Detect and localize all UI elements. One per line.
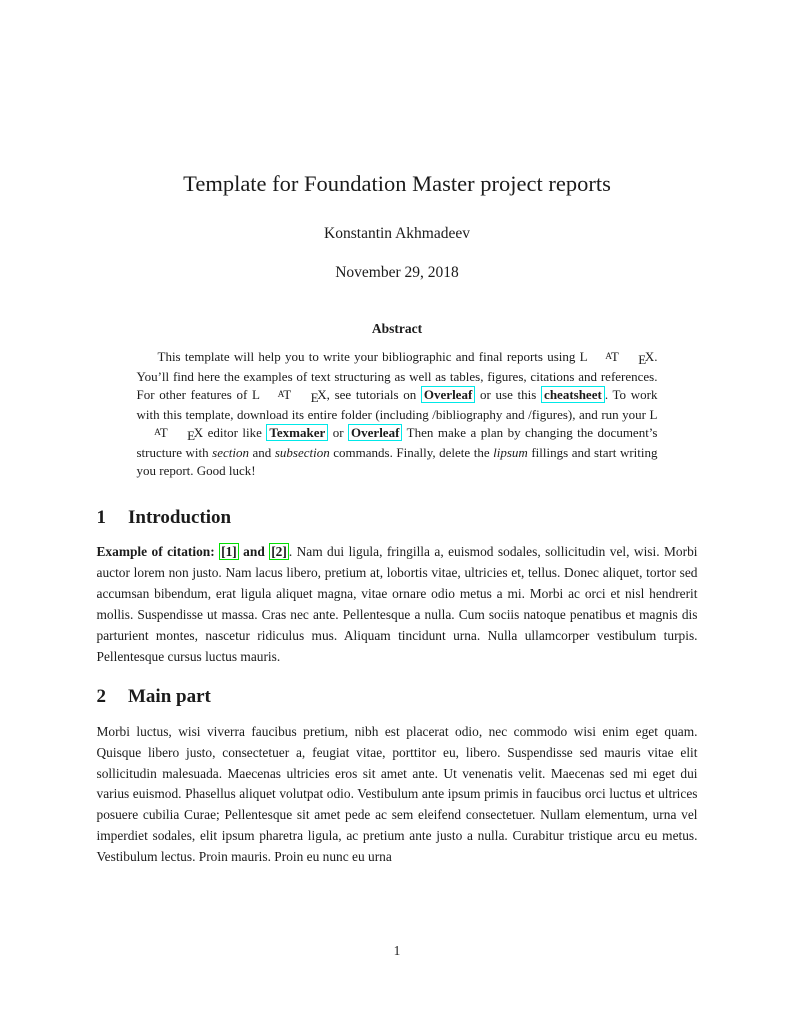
bold-text-segment: and bbox=[238, 544, 270, 560]
text-segment: Morbi luctus, wisi viverra faucibus pretium, nibh est placerat odio, nec commodo wisi enim eget quam. Quisque libero justo, consectetuer a, feugiat vitae, porttitor eu, libero. Suspendisse sed mauris vitae elit sollicitudin malesuada. Maecenas ultricies eros sit amet ante. Ut venenatis velit. Maecenas sed mi eget dui varius euismod. Phasellus aliquet volutpat odio. Vestibulum ante ipsum primis in faucibus orci luctus et ultrices posuere cubilia Curae; Pellentesque sit amet pede ac sem eleifend consectetuer. Nullam elementum, urna vel imperdiet sodales, elit ipsum pharetra ligula, ac pretium ante justo a nulla. Curabitur tristique arcu eu metus. Vestibulum lectus. Proin mauris. Proin eu nunc eu urna bbox=[96, 723, 698, 865]
latex-logo-letter: A bbox=[277, 389, 285, 400]
section-2-number: 2 bbox=[96, 685, 106, 707]
section-2-title: Main part bbox=[128, 685, 211, 707]
latex-logo-letter: L bbox=[649, 407, 658, 423]
texmaker-link[interactable]: Texmaker bbox=[266, 424, 328, 441]
italic-text-segment: lipsum bbox=[493, 445, 528, 461]
bold-text-segment: Example of citation: bbox=[96, 544, 220, 560]
latex-logo-letter: X bbox=[317, 386, 327, 402]
section-1-heading bbox=[97, 506, 698, 530]
latex-logo-letter: X bbox=[644, 349, 655, 364]
date: November 29, 2018 bbox=[335, 264, 459, 281]
section-1-number: 1 bbox=[96, 507, 106, 529]
latex-logo-letter: A bbox=[605, 351, 612, 362]
abstract-heading: Abstract bbox=[371, 321, 423, 336]
text-segment: fillings and start writing you report. Good luck! bbox=[136, 445, 658, 478]
latex-logo-letter: L bbox=[579, 349, 588, 364]
citation-2-link[interactable]: [2] bbox=[271, 544, 287, 560]
latex-logo bbox=[579, 349, 655, 367]
author: Konstantin Akhmadeev bbox=[324, 225, 470, 242]
abstract-text bbox=[137, 348, 658, 479]
page-title: Template for Foundation Master project reports bbox=[183, 171, 611, 196]
italic-text-segment: section bbox=[212, 445, 249, 461]
text-segment: . To work with this template, download its entire folder (including /bibliography and /figures), and run your bbox=[136, 386, 658, 423]
overleaf-link[interactable]: Overleaf bbox=[421, 386, 475, 403]
text-segment: . You’ll find here the examples of text structuring as well as tables, figures, citations and references. For other features of bbox=[136, 349, 658, 402]
latex-logo-letter: E bbox=[187, 427, 196, 443]
overleaf-link[interactable]: Overleaf bbox=[348, 424, 402, 441]
text-segment: commands. Finally, delete the bbox=[329, 445, 494, 461]
latex-logo-letter: T bbox=[159, 424, 168, 440]
italic-text-segment: subsection bbox=[274, 445, 330, 461]
latex-logo-letter: E bbox=[310, 389, 319, 405]
latex-logo bbox=[252, 386, 327, 405]
citation-1-link[interactable]: [1] bbox=[221, 544, 237, 560]
section-1-title: Introduction bbox=[128, 507, 232, 529]
latex-logo-letter: L bbox=[252, 386, 260, 402]
section-1-paragraph bbox=[97, 542, 698, 667]
section-2-heading bbox=[97, 685, 698, 709]
cheatsheet-link[interactable]: cheatsheet bbox=[541, 386, 605, 403]
body-column bbox=[97, 506, 698, 868]
latex-logo-letter: A bbox=[154, 427, 161, 438]
text-segment: . Nam dui ligula, fringilla a, euismod sodales, sollicitudin vel, wisi. Morbi auctor lorem non justo. Nam lacus libero, pretium at, lobortis vitae, ultricies et, tellus. Donec aliquet, tortor sed accumsan bibendum, erat ligula aliquet magna, vitae ornare odio metus a mi. Morbi ac orci et nisl hendrerit mollis. Suspendisse ut massa. Cras nec ante. Pellentesque a nulla. Cum sociis natoque penatibus et magnis dis parturient montes, nascetur ridiculus mus. Aliquam tincidunt urna. Nulla ullamcorper vestibulum turpis. Pellentesque cursus luctus mauris. bbox=[96, 544, 698, 664]
text-segment: or bbox=[328, 424, 349, 440]
latex-logo-letter: T bbox=[283, 386, 292, 402]
latex-logo-letter: X bbox=[193, 424, 204, 440]
section-2-paragraph bbox=[97, 722, 698, 868]
text-segment: or use this bbox=[475, 386, 542, 402]
text-segment: and bbox=[249, 445, 275, 461]
text-segment: Then make a plan by changing the document’s structure with bbox=[136, 424, 658, 461]
latex-logo-letter: T bbox=[610, 349, 619, 364]
page-number: 1 bbox=[393, 943, 401, 958]
text-segment: editor like bbox=[203, 424, 267, 440]
text-segment: This template will help you to write your bibliographic and final reports using bbox=[157, 349, 580, 364]
text-segment: , see tutorials on bbox=[326, 386, 421, 402]
latex-logo-letter: E bbox=[638, 351, 647, 367]
